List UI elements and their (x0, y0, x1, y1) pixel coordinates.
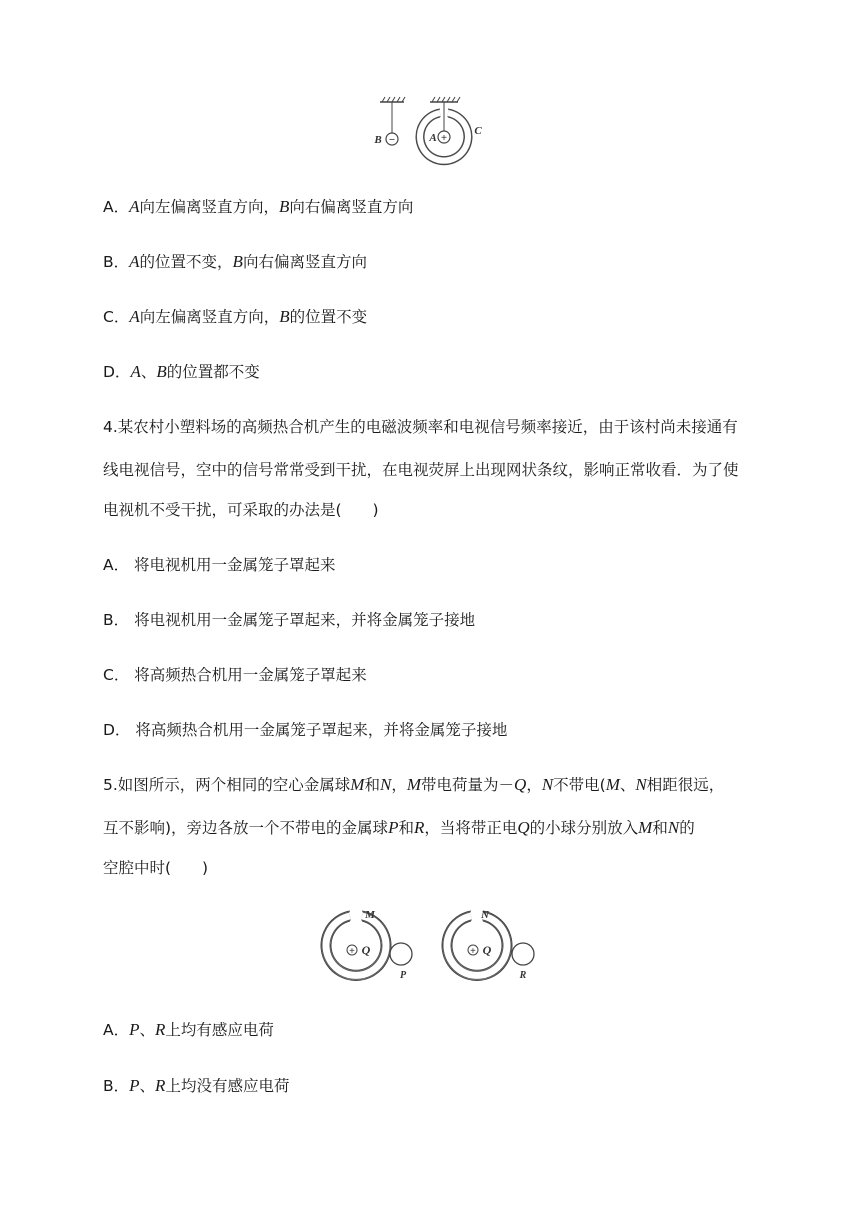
q3-option-c (103, 307, 367, 327)
option-letter: B． (103, 611, 130, 629)
var-q: Q (517, 818, 530, 837)
q5-charge-n: Q (482, 943, 492, 957)
option-text: 上均没有感应电荷 (165, 1077, 290, 1095)
var-q: Q (514, 775, 527, 794)
stem-text: ， (526, 776, 542, 794)
q5-option-b (103, 1076, 289, 1096)
var-a: A (129, 307, 140, 326)
q4-option-a (103, 555, 336, 575)
option-text: 将高频热合机用一金属笼子罩起来 (134, 666, 367, 684)
var-a: A (130, 362, 141, 381)
option-letter: B． (103, 253, 130, 271)
q4-option-d (103, 720, 507, 740)
var-n: N (541, 775, 554, 794)
q5-label-r: R (519, 970, 527, 981)
q4-stem-line-3: 电视机不受干扰，可采取的办法是( ) (103, 501, 379, 519)
q5-sign-m: + (349, 946, 355, 957)
var-r: R (155, 1076, 166, 1095)
var-m: M (406, 775, 422, 794)
var-b: B (156, 362, 167, 381)
var-b: B (279, 197, 290, 216)
var-r: R (155, 1020, 166, 1039)
option-text: 将电视机用一金属笼子罩起来，并将金属笼子接地 (134, 611, 476, 629)
var-a: A (129, 197, 140, 216)
var-p: P (129, 1076, 140, 1095)
stem-text: ， (391, 776, 407, 794)
q3-label-b: B (374, 134, 382, 146)
stem-text: 不带电( (553, 776, 606, 794)
var-m: M (638, 818, 653, 837)
q5-sign-n: + (470, 946, 476, 957)
q3-option-a (103, 197, 413, 217)
stem-text: 5.如图所示，两个相同的空心金属球 (103, 776, 351, 794)
stem-text: 的 (679, 819, 695, 837)
option-letter: D． (103, 363, 131, 381)
q3-option-b (103, 252, 367, 272)
option-letter: A． (103, 556, 130, 574)
q5-label-m: M (365, 909, 375, 921)
var-n: N (635, 775, 647, 794)
option-letter: B． (103, 1077, 130, 1095)
q5-label-p: P (399, 970, 407, 981)
q4-option-c (103, 665, 367, 685)
var-n: N (667, 818, 680, 837)
option-letter: A． (103, 1021, 130, 1039)
option-text: 、 (139, 1021, 156, 1039)
option-text: 上均有感应电荷 (165, 1021, 274, 1039)
q5-label-n: N (481, 909, 489, 921)
option-text: 向左偏离竖直方向， (139, 198, 280, 216)
q3-label-a: A (429, 132, 437, 144)
var-m: M (605, 775, 620, 794)
q3-sign-a: + (440, 132, 448, 144)
option-text: 、 (139, 1077, 156, 1095)
stem-text: 相距很远， (646, 776, 725, 794)
q3-figure (370, 96, 490, 168)
stem-text: 的小球分别放入 (529, 819, 639, 837)
option-text: 的位置不变， (139, 253, 233, 271)
stem-text: 、 (619, 776, 636, 794)
var-b: B (232, 252, 243, 271)
option-text: 的位置不变 (289, 308, 368, 326)
option-text: 将电视机用一金属笼子罩起来 (134, 556, 336, 574)
option-text: 向左偏离竖直方向， (139, 308, 280, 326)
q5-stem-line-3: 空腔中时( ) (103, 859, 209, 877)
q5-charge-m: Q (361, 943, 371, 957)
stem-text: 和 (398, 819, 414, 837)
q4-option-b (103, 610, 475, 630)
option-text: 向右偏离竖直方向 (289, 198, 414, 216)
q3-option-d (103, 362, 260, 382)
option-letter: C． (103, 308, 130, 326)
option-letter: D． (103, 721, 131, 739)
option-text: 的位置都不变 (166, 363, 260, 381)
var-a: A (129, 252, 140, 271)
q4-stem-line-2: 线电视信号，空中的信号常常受到干扰，在电视荧屏上出现网状条纹，影响正常收看．为了使 (103, 461, 739, 479)
q5-figure (316, 906, 546, 986)
option-text: 、 (140, 363, 157, 381)
var-p: P (129, 1020, 140, 1039)
stem-text: 和 (652, 819, 668, 837)
q3-sign-b: − (388, 134, 396, 146)
stem-text: 互不影响)，旁边各放一个不带电的金属球 (103, 819, 389, 837)
var-b: B (279, 307, 290, 326)
q3-label-c: C (474, 125, 482, 137)
stem-text: 和 (364, 776, 380, 794)
q5-option-a (103, 1020, 274, 1040)
q5-stem-line-2 (103, 818, 695, 838)
var-n: N (379, 775, 392, 794)
var-r: R (413, 818, 425, 837)
option-letter: A． (103, 198, 130, 216)
stem-text: ，当将带正电 (424, 819, 518, 837)
var-m: M (350, 775, 365, 794)
option-letter: C． (103, 666, 130, 684)
option-text: 向右偏离竖直方向 (242, 253, 367, 271)
q4-stem-line-1: 4.某农村小塑料场的高频热合机产生的电磁波频率和电视信号频率接近，由于该村尚未接通有 (103, 418, 738, 436)
stem-text: 带电荷量为－ (421, 776, 515, 794)
var-p: P (388, 818, 399, 837)
option-text: 将高频热合机用一金属笼子罩起来，并将金属笼子接地 (135, 721, 508, 739)
q5-stem-line-1 (103, 775, 724, 795)
